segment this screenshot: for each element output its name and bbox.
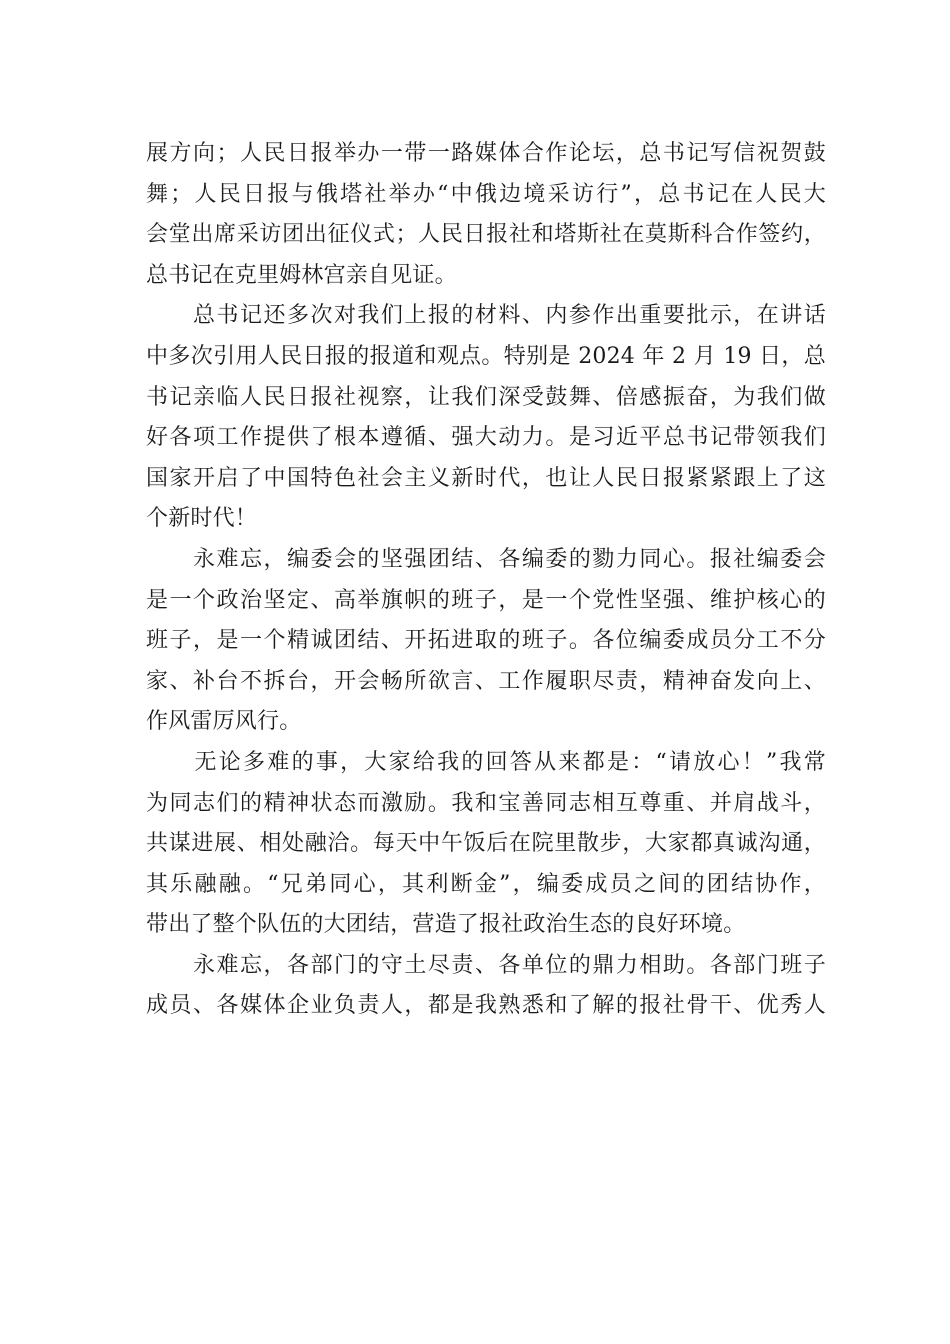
text-line: 展方向；人民日报举办一带一路媒体合作论坛，总书记写信祝贺鼓 [146,141,826,166]
text-line: 永难忘，各部门的守土尽责、各单位的鼎力相助。各部门班子 [146,952,826,978]
paragraph-5 [146,946,826,1027]
text-line: 总书记在克里姆林宫亲自见证。 [146,262,457,288]
text-line: 中多次引用人民日报的报道和观点。特别是 2024 年 2 月 19 日，总 [146,343,826,369]
text-line: 家、补台不拆台，开会畅所欲言、工作履职尽责，精神奋发向上、 [146,668,826,694]
text-line: 国家开启了中国特色社会主义新时代，也让人民日报紧紧跟上了这 [146,465,826,491]
paragraph-4 [146,743,826,946]
text-line: 永难忘，编委会的坚强团结、各编委的勠力同心。报社编委会 [146,546,826,572]
text-line: 会堂出席采访团出征仪式；人民日报社和塔斯社在莫斯科合作签约， [146,222,826,248]
paragraph-2 [146,296,826,540]
text-line: 个新时代！ [146,506,258,532]
text-line: 带出了整个队伍的大团结，营造了报社政治生态的良好环境。 [146,912,746,938]
paragraph-1 [146,134,826,296]
paragraph-3 [146,540,826,743]
text-line: 作风雷厉风行。 [146,709,302,735]
text-line: 总书记还多次对我们上报的材料、内参作出重要批示，在讲话 [146,303,826,329]
text-line: 班子，是一个精诚团结、开拓进取的班子。各位编委成员分工不分 [146,628,826,654]
text-line: 好各项工作提供了根本遵循、强大动力。是习近平总书记带领我们 [146,425,826,451]
text-line: 共谋进展、相处融洽。每天中午饭后在院里散步，大家都真诚沟通， [146,831,826,857]
text-line: 成员、各媒体企业负责人，都是我熟悉和了解的报社骨干、优秀人 [146,993,826,1019]
document-body [146,134,826,1027]
text-line: 是一个政治坚定、高举旗帜的班子，是一个党性坚强、维护核心的 [146,587,826,613]
text-line: 舞；人民日报与俄塔社举办“中俄边境采访行”，总书记在人民大 [146,181,826,207]
text-line: 书记亲临人民日报社视察，让我们深受鼓舞、倍感振奋，为我们做 [146,384,826,410]
text-line: 无论多难的事，大家给我的回答从来都是：“请放心！”我常 [146,749,826,775]
text-line: 为同志们的精神状态而激励。我和宝善同志相互尊重、并肩战斗， [146,790,826,816]
text-line: 其乐融融。“兄弟同心，其利断金”，编委成员之间的团结协作， [146,871,826,897]
